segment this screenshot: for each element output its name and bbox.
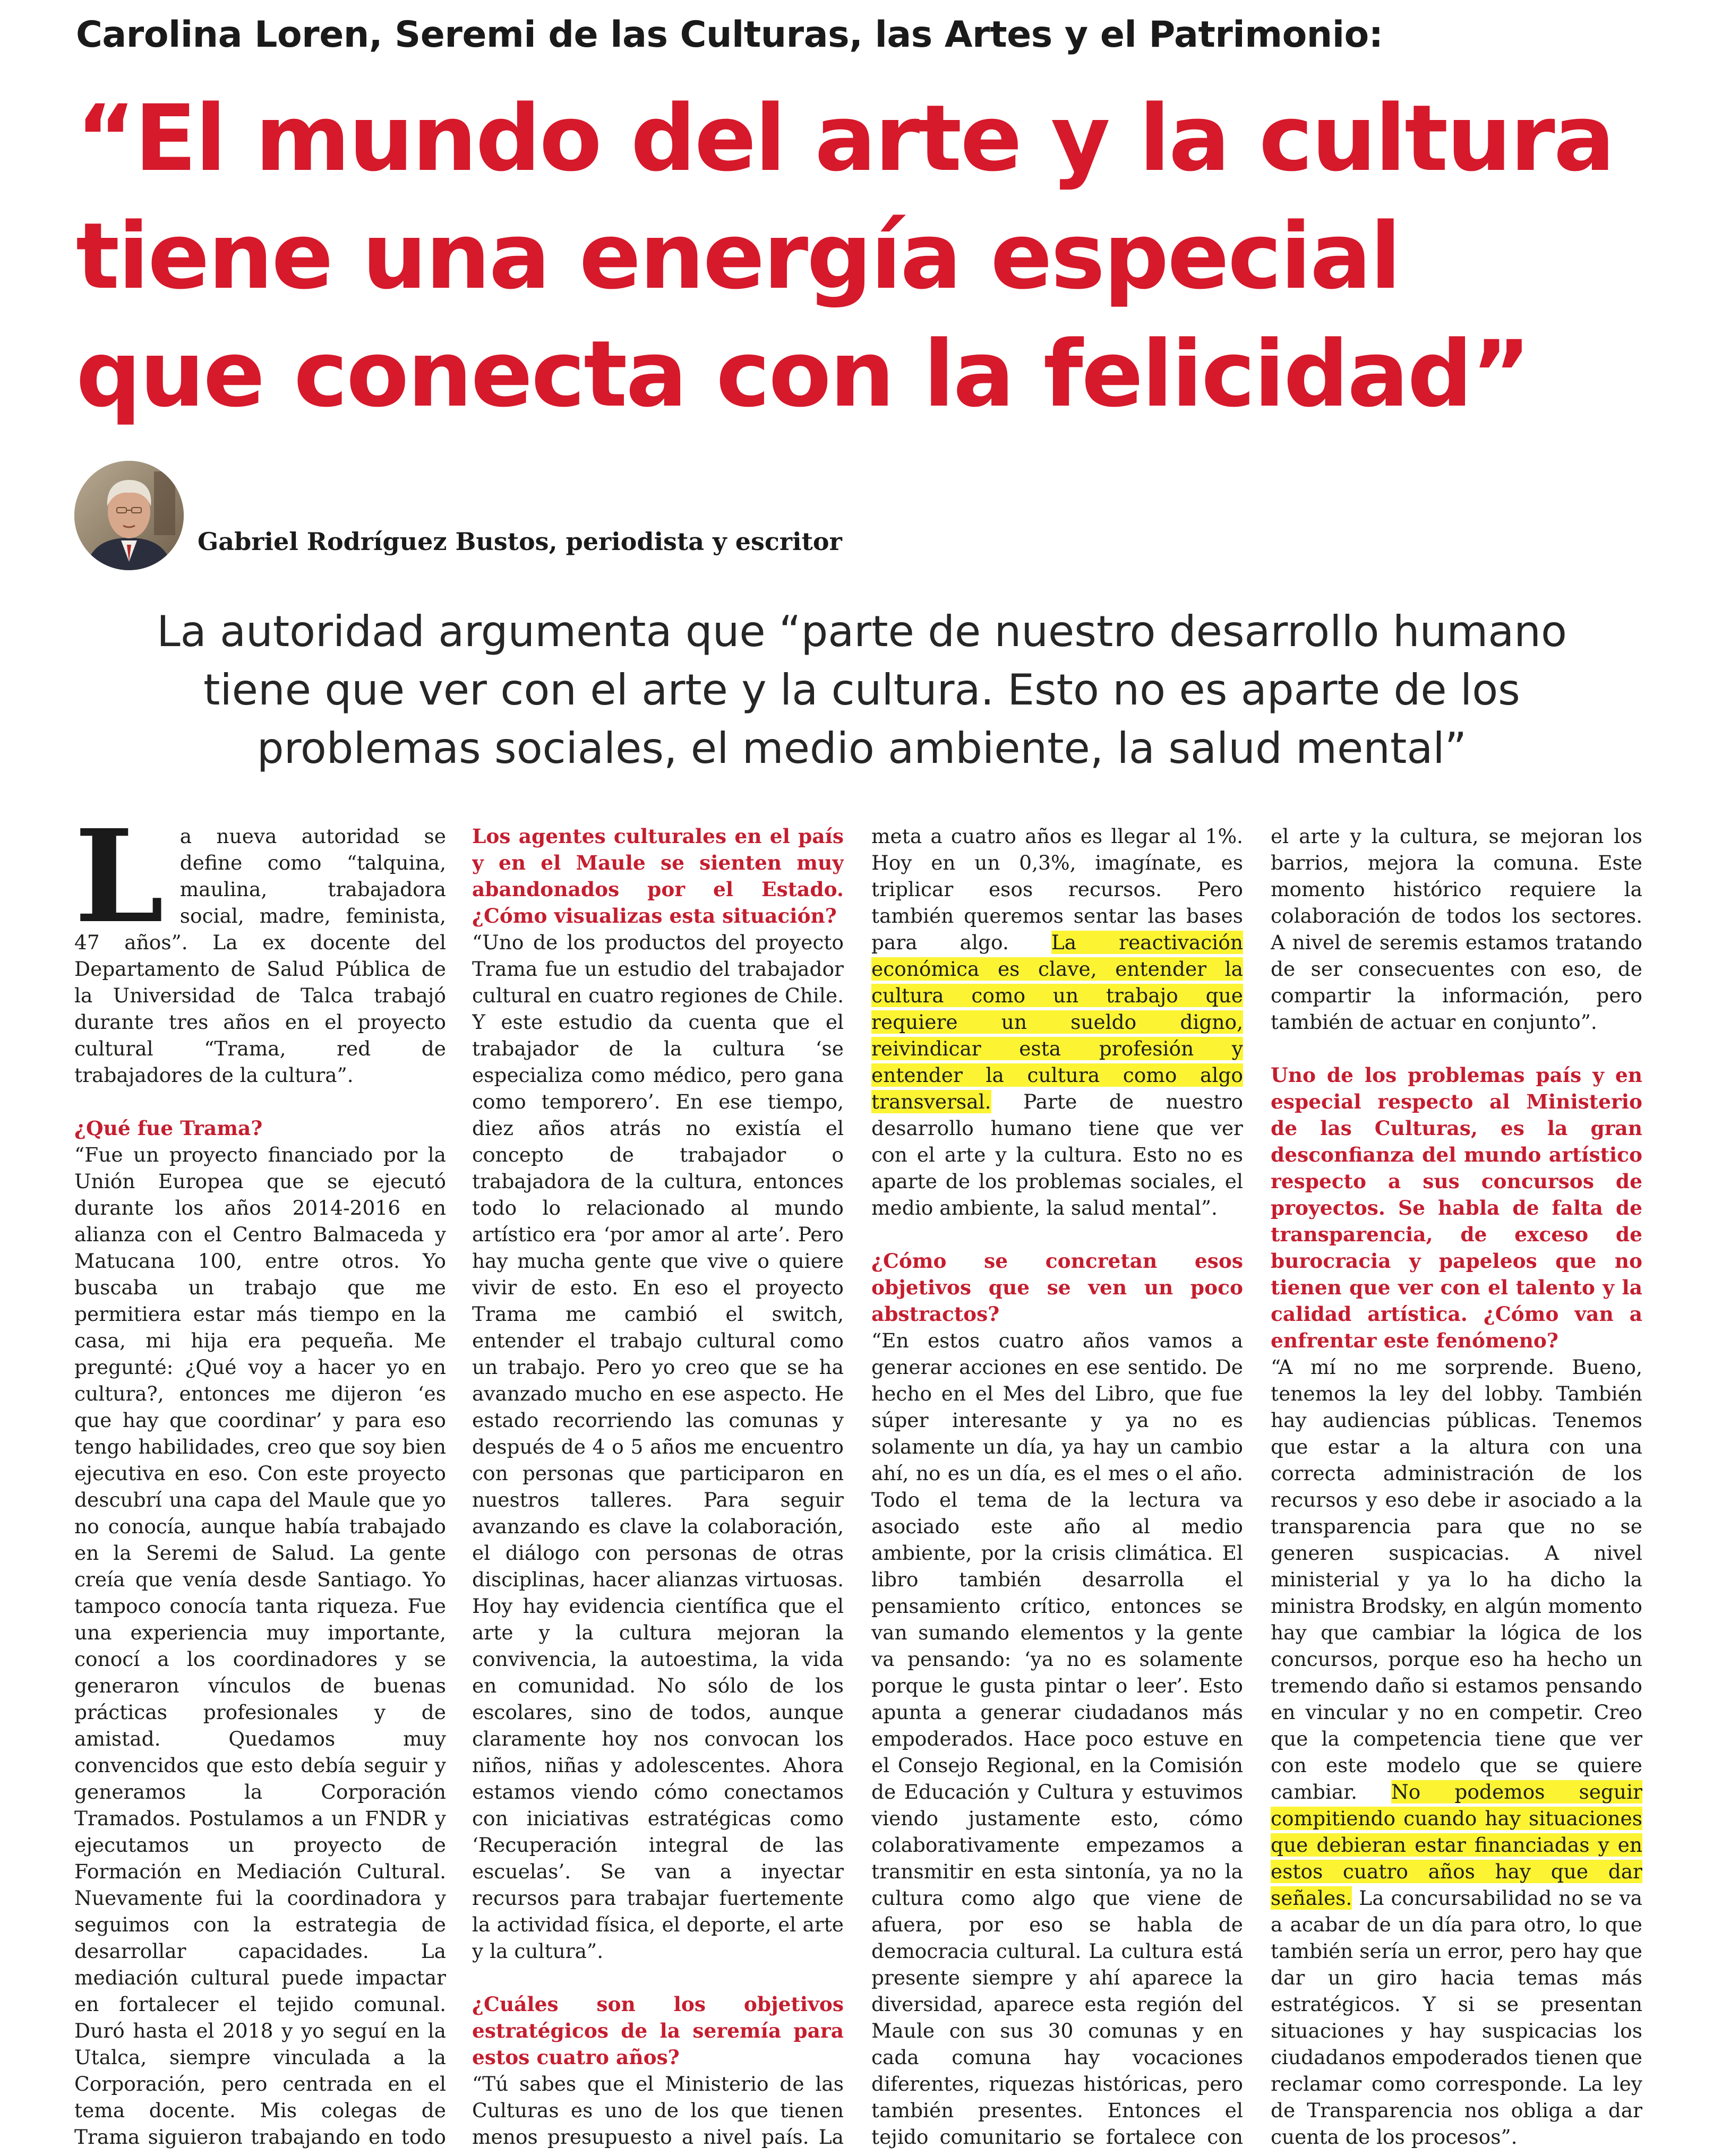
question-3: ¿Cuáles son los objetivos estratégicos de la seremía para estos cuatro años?: [472, 1992, 844, 2069]
intro-paragraph: [74, 823, 446, 1088]
deck-line-3: problemas sociales, el medio ambiente, la salud mental”: [256, 724, 1467, 773]
question-1: ¿Qué fue Trama?: [74, 1116, 263, 1140]
deck: [76, 603, 1648, 778]
answer-3: “Tú sabes que el Ministerio de las Culturas es uno de los que tienen menos presupuesto a nivel país. La: [472, 2072, 844, 2149]
article-flow-3: [871, 823, 1243, 2150]
answer-4: “En estos cuatro años vamos a generar acciones en ese sentido. De hecho en el Mes del Libro, que fue súper interesante y ya no es solamente un día, ya hay un cambio ahí, no es un día, es el mes o el año. Todo el tema de la lectura va asociado este año al medio ambiente, por la crisis climática. El libro también desarrolla el pensamiento crítico, entonces se van sumando elementos y la gente va pensando: ‘ya no es solamente porque le gusta pintar o leer’. Esto apunta a generar ciudadanos más empoderados. Hace poco estuve en el Consejo Regional, en la Comisión de Educación y Cultura y estuvimos viendo justamente esto, cómo colaborativamente empezamos a transmitir en esta sintonía, ya no la cultura como algo que viene de afuera, por eso se habla de democracia cultural. La cultura está presente siempre y ahí aparece la diversidad, aparece esta región del Maule con sus 30 comunas y en cada comuna hay vocaciones diferentes, riquezas históricas, pero también presentes. Entonces el tejido comunitario se fortalece con: [871, 1329, 1243, 2149]
highlighted-text: La reactivación económica es clave, entender la cultura como un trabajo que requiere un sueldo digno, reivindicar esta profesión y entender la cultura como algo transversal.: [871, 931, 1243, 1113]
intro-text: a nueva autoridad se define como “talquina, maulina, trabajadora social, madre, feminista, 47 años”. La ex docente del Departamento de Salud Pública de la Universidad de Talca trabajó durante tres años en el proyecto cultural “Trama, red de trabajadores de la cultura”.: [74, 824, 446, 1087]
deck-line-1: La autoridad argumenta que “parte de nuestro desarrollo humano: [157, 607, 1567, 656]
headline-line-1: “El mundo del arte y la cultura: [76, 85, 1614, 192]
question-5: Uno de los problemas país y en especial respecto al Ministerio de las Culturas, es la gran desconfianza del mundo artístico respecto a sus concursos de proyectos. Se habla de falta de transparencia, de exceso de burocracia y papeleos que no tienen que ver con el talento y la calidad artística. ¿Cómo van a enfrentar este fenómeno?: [1271, 1063, 1642, 1352]
headline-line-3: que conecta con la felicidad”: [76, 321, 1530, 427]
answer-2: “Uno de los productos del proyecto Trama fue un estudio del trabajador cultural en cuatro regiones de Chile. Y este estudio da cuenta que el trabajador de la cultura ‘se especializa como médico, pero gana como temporero’. En ese tiempo, diez años atrás no existía el concepto de trabajador o trabajadora de la cultura, entonces todo lo relacionado al mundo artístico era ‘por amor al arte’. Pero hay mucha gente que vive o quiere vivir de esto. En eso el proyecto Trama me cambió el switch, entender el trabajo cultural como un trabajo. Pero yo creo que se ha avanzado mucho en ese aspecto. He estado recorriendo las comunas y después de 4 o 5 años me encuentro con personas que participaron en nuestros talleres. Para seguir avanzando es clave la colaboración, el diálogo con personas de otras disciplinas, hacer alianzas virtuosas. Hoy hay evidencia científica que el arte y la cultura mejoran la convivencia, la autoestima, la vida en comunidad. No sólo de los escolares, sino de todos, aunque claramente hoy nos convocan los niños, niñas y adolescentes. Ahora estamos viendo cómo conectamos con iniciativas estratégicas como ‘Recuperación integral de las escuelas’. Se van a inyectar recursos para trabajar fuertemente la actividad física, el deporte, el arte y la cultura”.: [472, 931, 844, 1963]
headline: [76, 80, 1695, 433]
author-avatar: [74, 461, 184, 570]
answer-1: “Fue un proyecto financiado por la Unión Europea que se ejecutó durante los años 2014-2016 en alianza con el Centro Balmaceda y Matucana 100, entre otros. Yo buscaba un trabajo que me permitiera estar más tiempo en la casa, mi hija era pequeña. Me pregunté: ¿Qué voy a hacer yo en cultura?, entonces me dijeron ‘es que hay que coordinar’ y para eso tengo habilidades, creo que soy bien ejecutiva en eso. Con este proyecto descubrí una capa del Maule que yo no conocía, aunque había trabajado en la Seremi de Salud. La gente creía que venía desde Santiago. Yo tampoco conocía tanta riqueza. Fue una experiencia muy importante, conocí a los coordinadores y se generaron vínculos de buenas prácticas profesionales y de amistad. Quedamos muy convencidos que esto debía seguir y generamos la Corporación Tramados. Postulamos a un FNDR y ejecutamos un proyecto de Formación en Mediación Cultural. Nuevamente fui la coordinadora y seguimos con la estrategia de desarrollar capacidades. La mediación cultural puede impactar en fortalecer el tejido comunal. Duró hasta el 2018 y yo seguí en la Utalca, siempre vinculada a la Corporación, pero centrada en el tema docente. Mis colegas de Trama siguieron trabajando en todo: [74, 1143, 446, 2149]
body-column-2: [472, 823, 844, 2150]
author-byline: Gabriel Rodríguez Bustos, periodista y escritor: [198, 527, 842, 556]
question-4: ¿Cómo se concretan esos objetivos que se ven un poco abstractos?: [871, 1249, 1243, 1326]
answer-4: el arte y la cultura, se mejoran los barrios, mejora la comuna. Este momento histórico requiere la colaboración de todos los sectores. A nivel de seremis estamos tratando de ser consecuentes con eso, de compartir la información, pero también de actuar en conjunto”.: [1271, 824, 1642, 1034]
kicker: Carolina Loren, Seremi de las Culturas, las Artes y el Patrimonio:: [76, 14, 1383, 56]
drop-cap: L: [74, 823, 164, 951]
headline-line-2: tiene una energía especial: [76, 203, 1400, 310]
question-2-cont: Los agentes culturales en el país y en el Maule se sienten muy abandonados por el Estado. ¿Cómo visualizas esta situación?: [472, 824, 844, 927]
author-portrait-image: [74, 461, 184, 570]
article-flow-4: [1271, 823, 1642, 2150]
body-column-1: [74, 823, 446, 2150]
body-column-4: [1271, 823, 1642, 2150]
highlighted-text: No podemos seguir compitiendo cuando hay situaciones que debieran estar financiadas y en estos cuatro años hay que dar señales.: [1271, 1780, 1642, 1910]
answer-3: meta a cuatro años es llegar al 1%. Hoy en un 0,3%, imagínate, es triplicar esos recursos. Pero también queremos sentar las bases para algo. La reactivación económica es clave, entender la cultura como un trabajo que requiere un sueldo digno, reivindicar esta profesión y entender la cultura como algo transversal. Parte de nuestro desarrollo humano tiene que ver con el arte y la cultura. Esto no es aparte de los problemas sociales, el medio ambiente, la salud mental”.: [871, 824, 1243, 1219]
article-flow-2: [472, 823, 844, 2150]
body-column-3: [871, 823, 1243, 2150]
answer-5: “A mí no me sorprende. Bueno, tenemos la ley del lobby. También hay audiencias públicas. Tenemos que estar a la altura con una correcta administración de los recursos y eso debe ir asociado a la transparencia para que no se generen suspicacias. A nivel ministerial y ya lo ha dicho la ministra Brodsky, en algún momento hay que cambiar la lógica de los concursos, porque eso ha hecho un tremendo daño si estamos pensando en vincular y no en competir. Creo que la competencia tiene que ver con este modelo que se quiere cambiar. No podemos seguir compitiendo cuando hay situaciones que debieran estar financiadas y en estos cuatro años hay que dar señales. La concursabilidad no se va a acabar de un día para otro, lo que también sería un error, pero hay que dar un giro hacia temas más estratégicos. Y si se presentan situaciones y hay suspicacias los ciudadanos empoderados tienen que reclamar como corresponde. La ley de Transparencia nos obliga a dar cuenta de los procesos”.: [1271, 1355, 1642, 2149]
deck-line-2: tiene que ver con el arte y la cultura. Esto no es aparte de los: [203, 665, 1520, 715]
